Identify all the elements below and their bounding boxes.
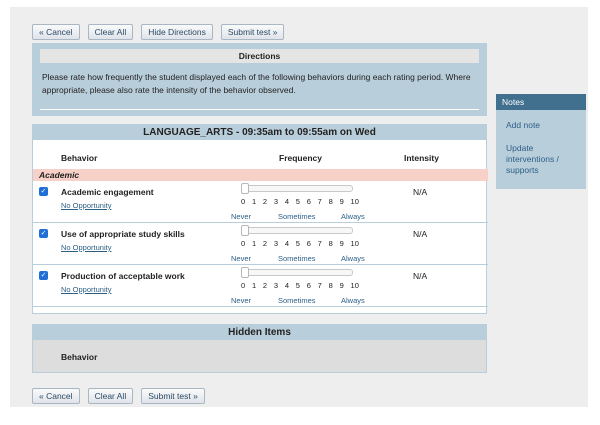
- anchor-always: Always: [341, 296, 365, 305]
- directions-title: Directions: [40, 49, 479, 63]
- checkbox-checked-icon[interactable]: ✓: [40, 188, 47, 195]
- anchor-always: Always: [341, 212, 365, 221]
- directions-divider: [40, 109, 479, 110]
- behavior-name: Production of acceptable work: [61, 271, 185, 281]
- no-opportunity-link[interactable]: No Opportunity: [61, 201, 112, 210]
- frequency-slider-track[interactable]: [241, 227, 353, 234]
- frequency-column-header: Frequency: [279, 153, 322, 163]
- clear-all-button[interactable]: Clear All: [88, 24, 134, 40]
- directions-panel: [32, 43, 487, 116]
- no-opportunity-link[interactable]: No Opportunity: [61, 285, 112, 294]
- anchor-never: Never: [231, 296, 252, 305]
- hidden-items-panel: [32, 324, 487, 373]
- update-interventions-link[interactable]: Update interventions / supports: [506, 143, 559, 175]
- checkbox-checked-icon[interactable]: ✓: [40, 230, 47, 237]
- anchor-never: Never: [231, 254, 252, 263]
- rating-period-header: LANGUAGE_ARTS - 09:35am to 09:55am on Wed: [33, 125, 486, 140]
- notes-panel: [496, 94, 586, 189]
- no-opportunity-link[interactable]: No Opportunity: [61, 243, 112, 252]
- add-note-link[interactable]: Add note: [506, 120, 541, 130]
- anchor-always: Always: [341, 254, 365, 263]
- clear-all-button[interactable]: Clear All: [88, 388, 134, 404]
- directions-text: Please rate how frequently the student displayed each of the following behaviors during each rating period. Where appropriate, please also rate the intensity of the behavior observed.: [42, 72, 471, 95]
- hidden-items-title: Hidden Items: [33, 325, 486, 340]
- notes-title: Notes: [496, 94, 586, 110]
- rating-panel: [32, 124, 487, 314]
- frequency-scale: 0 1 2 3 4 5 6 7 8 9 10: [241, 239, 359, 248]
- behavior-name: Academic engagement: [61, 187, 154, 197]
- behavior-row: [33, 223, 488, 265]
- intensity-value: N/A: [413, 187, 428, 197]
- behavior-row: [33, 265, 488, 307]
- behavior-name: Use of appropriate study skills: [61, 229, 185, 239]
- cancel-button[interactable]: « Cancel: [32, 388, 80, 404]
- behavior-column-header: Behavior: [61, 153, 98, 163]
- cancel-button[interactable]: « Cancel: [32, 24, 80, 40]
- frequency-slider-handle[interactable]: [241, 267, 249, 278]
- frequency-scale: 0 1 2 3 4 5 6 7 8 9 10: [241, 197, 359, 206]
- section-academic: Academic: [33, 169, 488, 181]
- frequency-slider-handle[interactable]: [241, 183, 249, 194]
- frequency-scale: 0 1 2 3 4 5 6 7 8 9 10: [241, 281, 359, 290]
- submit-test-button[interactable]: Submit test »: [221, 24, 285, 40]
- anchor-sometimes: Sometimes: [278, 296, 316, 305]
- page-container: [10, 7, 588, 407]
- anchor-never: Never: [231, 212, 252, 221]
- intensity-value: N/A: [413, 229, 428, 239]
- bottom-toolbar: [32, 388, 205, 404]
- behavior-row: [33, 181, 488, 223]
- frequency-slider-track[interactable]: [241, 185, 353, 192]
- submit-test-button[interactable]: Submit test »: [141, 388, 205, 404]
- hide-directions-button[interactable]: Hide Directions: [141, 24, 213, 40]
- intensity-column-header: Intensity: [404, 153, 439, 163]
- hidden-behavior-column-header: Behavior: [61, 352, 98, 362]
- checkbox-checked-icon[interactable]: ✓: [40, 272, 47, 279]
- frequency-slider-track[interactable]: [241, 269, 353, 276]
- top-toolbar: [32, 24, 284, 40]
- anchor-sometimes: Sometimes: [278, 212, 316, 221]
- anchor-sometimes: Sometimes: [278, 254, 316, 263]
- intensity-value: N/A: [413, 271, 428, 281]
- frequency-slider-handle[interactable]: [241, 225, 249, 236]
